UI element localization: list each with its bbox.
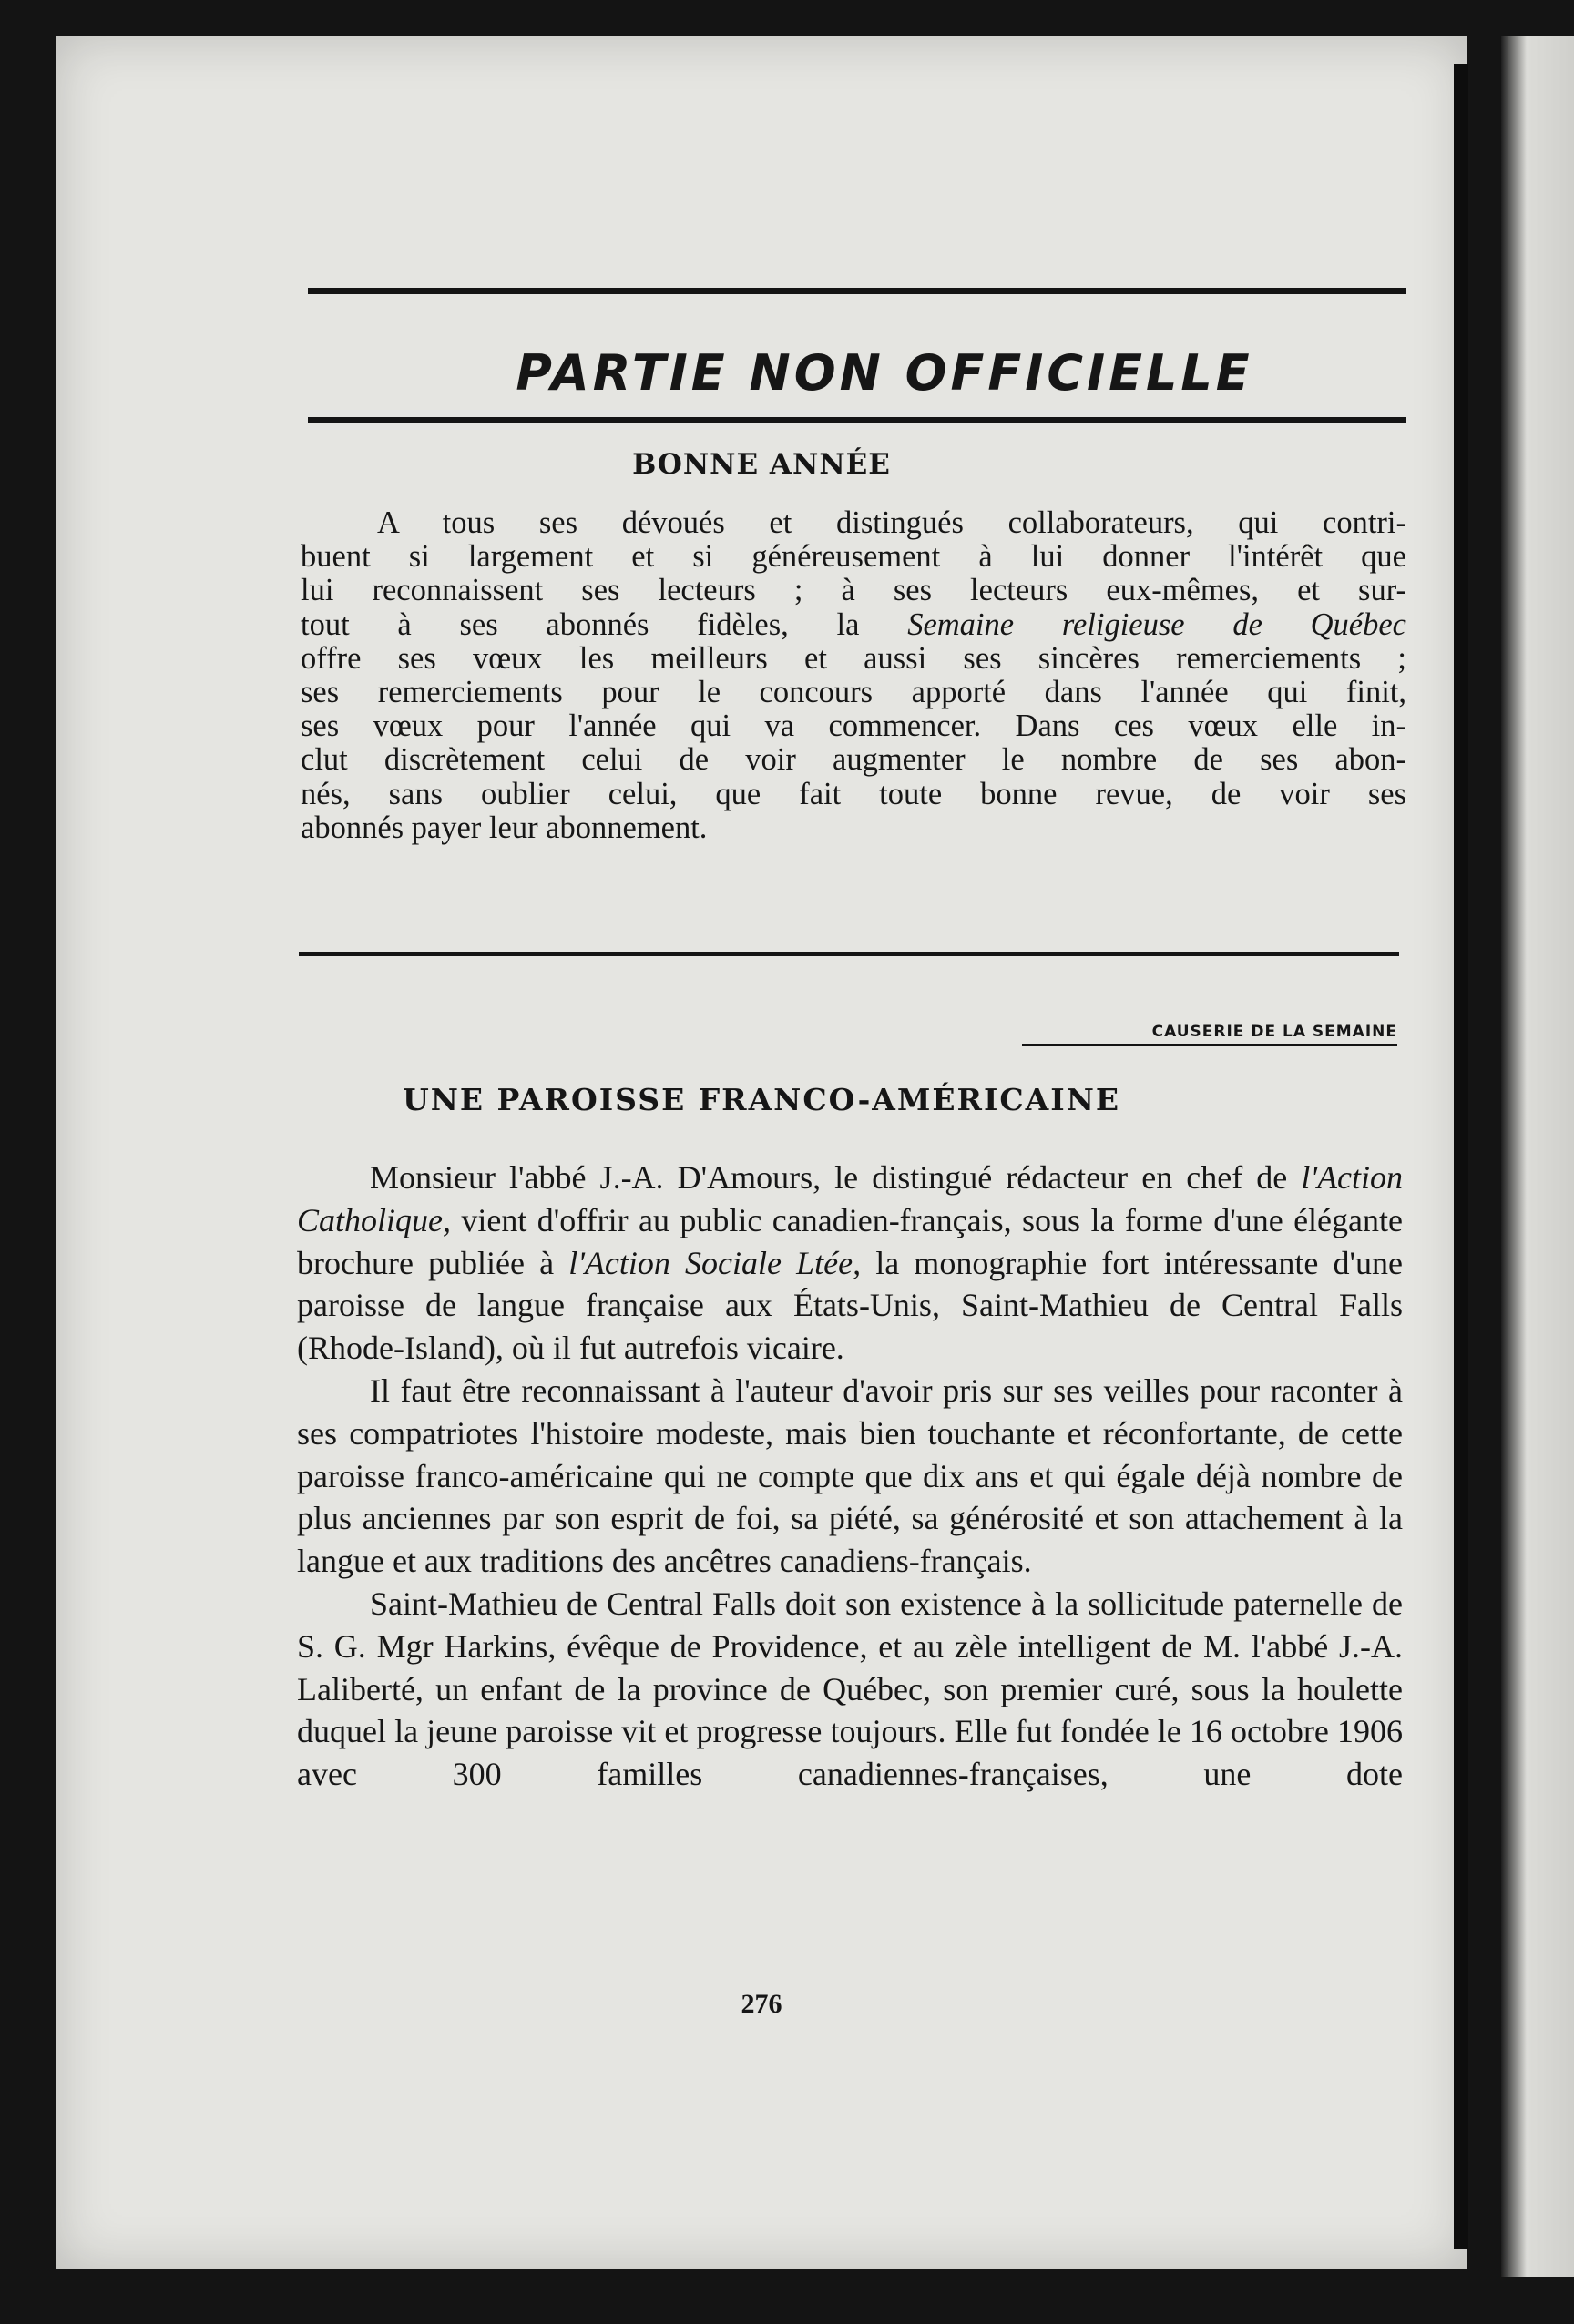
- article-paragraph-bonne-annee: [301, 506, 1406, 845]
- article-title-bonne-annee: BONNE ANNÉE: [632, 448, 891, 481]
- text-line: buent si largement et si généreusement à lui donner l'intérêt que: [301, 539, 1406, 575]
- page: [56, 36, 1467, 2269]
- adjacent-page-edge: [1501, 36, 1574, 2277]
- text-run: tout à ses abonnés fidèles, la: [301, 606, 908, 642]
- text-line: lui reconnaissent ses lecteurs ; à ses lecteurs eux-mêmes, et sur-: [301, 573, 1406, 608]
- section-separator-rule: [299, 952, 1399, 956]
- page-number: 276: [741, 1989, 782, 2019]
- article-body-paroisse: [297, 1157, 1403, 1796]
- text-line: clut discrètement celui de voir augmenter le nombre de ses abon-: [301, 742, 1406, 778]
- text-line: ses remerciements pour le concours apporté dans l'année qui finit,: [301, 675, 1406, 710]
- section-banner-title: PARTIE NON OFFICIELLE: [516, 344, 1253, 402]
- text-line: ses vœux pour l'année qui va commencer. Dans ces vœux elle in-: [301, 708, 1406, 744]
- column-kicker: CAUSERIE DE LA SEMAINE: [1022, 1022, 1397, 1046]
- publisher-name: l'Action Sociale Ltée,: [568, 1244, 862, 1281]
- banner-bottom-rule: [308, 417, 1406, 423]
- text-line: abonnés payer leur abonnement.: [301, 810, 708, 845]
- publication-title: Semaine religieuse de Québec: [907, 606, 1406, 642]
- text-run: la monographie fort intéressante d'une paroisse de langue française aux États-Unis, Saint-Mathieu de Central Falls (Rhode-Island), où il fut autrefois vicaire.: [297, 1244, 1403, 1367]
- text-line: A tous ses dévoués et distingués collaborateurs, qui contri-: [377, 505, 1406, 540]
- article-paragraph-1: [297, 1157, 1403, 1370]
- text-run: vient d'offrir au public canadien-français, sous la forme d'une élégante brochure publiée à: [297, 1201, 1403, 1281]
- text-line: offre ses vœux les meilleurs et aussi ses sincères remerciements ;: [301, 640, 1406, 676]
- text-line: [301, 608, 1406, 642]
- article-title-paroisse: UNE PAROISSE FRANCO-AMÉRICAINE: [402, 1082, 1121, 1117]
- text-run: Monsieur l'abbé J.-A. D'Amours, le distingué rédacteur en chef de: [370, 1159, 1302, 1196]
- article-paragraph-3: Saint-Mathieu de Central Falls doit son existence à la sollicitude paternelle de S. G. Mgr Harkins, évêque de Providence, et au zèle intelligent de M. l'abbé J.-A. Laliberté, un enfant de la province de Québec, son premier curé, sous la houlette duquel la jeune paroisse vit et progresse toujours. Elle fut fondée le 16 octobre 1906 avec 300 familles canadiennes-françaises, une dote: [297, 1585, 1403, 1793]
- page-binding-shadow: [1454, 64, 1468, 2249]
- banner-top-rule: [308, 288, 1406, 294]
- publication-title: l'Action Catholique,: [297, 1159, 1403, 1238]
- article-paragraph-2: Il faut être reconnaissant à l'auteur d'avoir pris sur ses veilles pour raconter à ses compatriotes l'histoire modeste, mais bien touchante et réconfortante, de cette paroisse franco-américaine qui ne compte que dix ans et qui égale déjà nombre de plus anciennes par son esprit de foi, sa piété, sa générosité et son attachement à la langue et aux traditions des ancêtres canadiens-français.: [297, 1371, 1403, 1580]
- text-line: nés, sans oublier celui, que fait toute bonne revue, de voir ses: [301, 776, 1406, 811]
